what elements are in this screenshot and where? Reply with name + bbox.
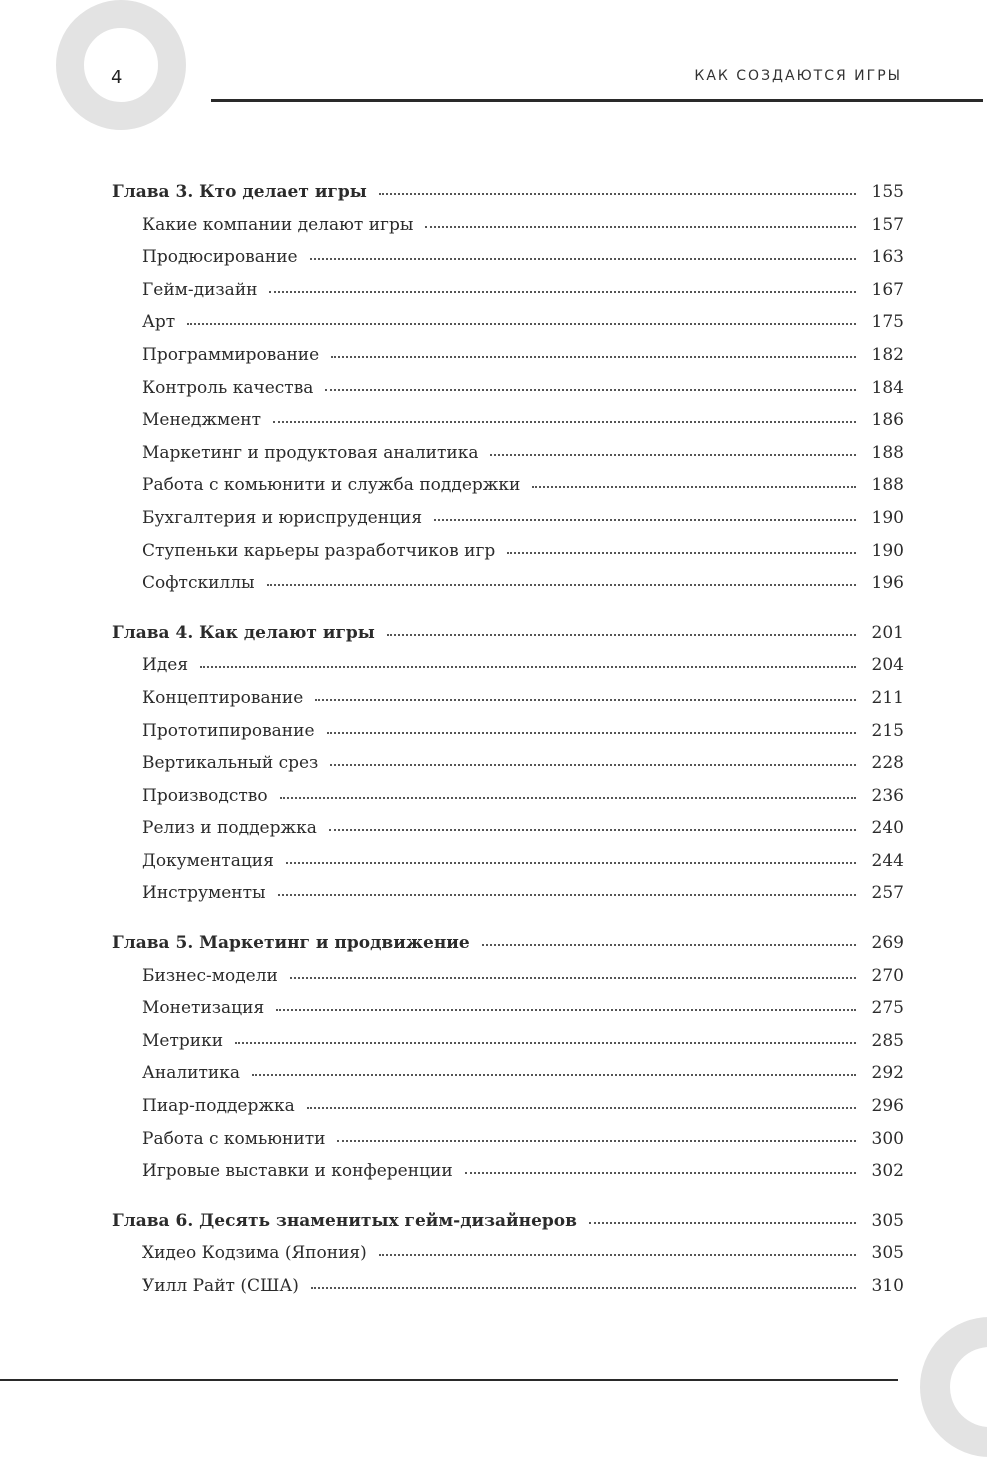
toc-section-entry[interactable]	[112, 1123, 904, 1156]
toc-section-entry[interactable]	[112, 372, 904, 405]
toc-entry-page: 240	[871, 818, 904, 839]
toc-section-entry[interactable]	[112, 437, 904, 470]
dot-leader	[337, 1139, 856, 1142]
toc-entry-title: Прототипирование	[142, 720, 315, 741]
toc-entry-page: 296	[871, 1096, 904, 1117]
toc-section-entry[interactable]	[112, 877, 904, 910]
toc-entry-title: Маркетинг и продуктовая аналитика	[142, 442, 479, 463]
toc-entry-page: 257	[871, 883, 904, 904]
toc-section-entry[interactable]	[112, 715, 904, 748]
toc-entry-title: Идея	[142, 655, 189, 676]
dot-leader	[434, 518, 856, 521]
toc-entry-title: Уилл Райт (США)	[142, 1276, 299, 1296]
toc-section-entry[interactable]	[112, 1025, 904, 1058]
dot-leader	[187, 322, 856, 325]
toc-entry-page: 275	[871, 998, 904, 1019]
toc-chapter-heading[interactable]	[112, 1205, 904, 1238]
toc-entry-title: Софтскиллы	[142, 573, 255, 594]
toc-entry-title: Контроль качества	[142, 377, 314, 398]
toc-entry-page: 167	[871, 279, 904, 300]
toc-entry-page: 228	[871, 753, 904, 774]
toc-section-entry[interactable]	[112, 241, 904, 274]
toc-entry-page: 302	[871, 1161, 904, 1182]
toc-section-entry[interactable]	[112, 780, 904, 813]
toc-section-entry[interactable]	[112, 1090, 904, 1123]
toc-entry-page: 300	[871, 1128, 904, 1149]
toc-entry-page: 236	[871, 785, 904, 806]
dot-leader	[286, 861, 856, 864]
toc-entry-title: Арт	[142, 312, 176, 333]
dot-leader	[425, 225, 856, 228]
toc-section-entry[interactable]	[112, 682, 904, 715]
toc-section-entry[interactable]	[112, 535, 904, 568]
toc-chapter	[112, 927, 904, 1188]
toc-chapter	[112, 176, 904, 600]
toc-entry-title: Программирование	[142, 344, 320, 365]
dot-leader	[235, 1041, 856, 1044]
dot-leader	[387, 633, 856, 636]
toc-entry-page: 204	[871, 655, 904, 676]
toc-entry-title: Глава 3. Кто делает игры	[112, 182, 367, 202]
header-rule	[211, 99, 983, 102]
toc-entry-title: Хидео Кодзима (Япония)	[142, 1243, 367, 1264]
dot-leader	[252, 1073, 856, 1076]
toc-entry-title: Вертикальный срез	[142, 753, 319, 774]
toc-section-entry[interactable]	[112, 404, 904, 437]
dot-leader	[200, 665, 856, 668]
toc-section-entry[interactable]	[112, 845, 904, 878]
dot-leader	[589, 1221, 856, 1224]
toc-entry-title: Бизнес-модели	[142, 965, 278, 986]
toc-entry-title: Монетизация	[142, 998, 265, 1019]
toc-entry-title: Работа с комьюнити	[142, 1128, 326, 1149]
toc-entry-page: 201	[871, 622, 904, 643]
toc-chapter	[112, 617, 904, 910]
dot-leader	[379, 1253, 856, 1256]
dot-leader	[330, 763, 856, 766]
toc-entry-page: 157	[871, 214, 904, 235]
toc-entry-page: 211	[871, 687, 904, 708]
toc-entry-title: Гейм-дизайн	[142, 279, 258, 300]
toc-section-entry[interactable]	[112, 1057, 904, 1090]
dot-leader	[482, 943, 856, 946]
dot-leader	[290, 976, 856, 979]
toc-entry-page: 305	[871, 1243, 904, 1264]
toc-section-entry[interactable]	[112, 992, 904, 1025]
table-of-contents	[112, 176, 904, 1320]
toc-entry-title: Аналитика	[142, 1063, 240, 1084]
toc-entry-title: Глава 6. Десять знаменитых гейм-дизайнеров	[112, 1210, 577, 1231]
toc-section-entry[interactable]	[112, 747, 904, 780]
toc-entry-title: Инструменты	[142, 883, 266, 904]
toc-entry-page: 310	[871, 1276, 904, 1296]
dot-leader	[269, 290, 856, 293]
toc-entry-page: 269	[871, 933, 904, 954]
toc-entry-page: 305	[871, 1210, 904, 1231]
toc-section-entry[interactable]	[112, 306, 904, 339]
dot-leader	[267, 583, 856, 586]
dot-leader	[532, 485, 856, 488]
dot-leader	[465, 1171, 856, 1174]
toc-section-entry[interactable]	[112, 339, 904, 372]
toc-section-entry[interactable]	[112, 469, 904, 502]
page-number: 4	[111, 67, 123, 88]
toc-chapter-heading[interactable]	[112, 176, 904, 209]
dot-leader	[331, 355, 856, 358]
dot-leader	[327, 731, 856, 734]
toc-entry-page: 182	[871, 344, 904, 365]
toc-entry-title: Релиз и поддержка	[142, 818, 317, 839]
toc-entry-title: Работа с комьюнити и служба поддержки	[142, 475, 521, 496]
dot-leader	[276, 1008, 856, 1011]
toc-chapter-heading[interactable]	[112, 927, 904, 960]
toc-section-entry[interactable]	[112, 209, 904, 242]
toc-entry-page: 215	[871, 720, 904, 741]
toc-entry-page: 190	[871, 507, 904, 528]
toc-entry-title: Метрики	[142, 1030, 224, 1051]
toc-entry-title: Игровые выставки и конференции	[142, 1161, 453, 1182]
toc-section-entry[interactable]	[112, 649, 904, 682]
toc-section-entry[interactable]	[112, 1270, 904, 1303]
toc-entry-page: 188	[871, 475, 904, 496]
toc-section-entry[interactable]	[112, 1155, 904, 1188]
toc-section-entry[interactable]	[112, 812, 904, 845]
toc-entry-page: 244	[871, 850, 904, 871]
toc-entry-title: Менеджмент	[142, 410, 261, 431]
toc-entry-title: Глава 5. Маркетинг и продвижение	[112, 933, 470, 954]
toc-entry-page: 270	[871, 965, 904, 986]
toc-entry-page: 163	[871, 247, 904, 268]
dot-leader	[325, 388, 856, 391]
dot-leader	[507, 551, 856, 554]
toc-entry-title: Ступеньки карьеры разработчиков игр	[142, 540, 496, 561]
toc-entry-page: 155	[871, 182, 904, 202]
toc-chapter	[112, 1205, 904, 1303]
toc-entry-title: Бухгалтерия и юриспруденция	[142, 507, 423, 528]
toc-section-entry[interactable]	[112, 1237, 904, 1270]
running-title: КАК СОЗДАЮТСЯ ИГРЫ	[694, 68, 902, 84]
toc-entry-page: 175	[871, 312, 904, 333]
toc-section-entry[interactable]	[112, 567, 904, 600]
toc-entry-title: Какие компании делают игры	[142, 214, 414, 235]
toc-entry-title: Документация	[142, 850, 274, 871]
toc-entry-page: 196	[871, 573, 904, 594]
dot-leader	[278, 893, 856, 896]
footer-rule	[0, 1379, 898, 1381]
dot-leader	[329, 828, 856, 831]
dot-leader	[490, 453, 856, 456]
toc-entry-page: 184	[871, 377, 904, 398]
toc-entry-title: Пиар-поддержка	[142, 1096, 295, 1117]
toc-entry-title: Продюсирование	[142, 247, 298, 268]
toc-section-entry[interactable]	[112, 274, 904, 307]
dot-leader	[311, 1286, 856, 1289]
dot-leader	[307, 1106, 856, 1109]
toc-entry-title: Производство	[142, 785, 268, 806]
toc-entry-page: 292	[871, 1063, 904, 1084]
toc-section-entry[interactable]	[112, 502, 904, 535]
toc-entry-page: 190	[871, 540, 904, 561]
toc-entry-title: Концептирование	[142, 687, 304, 708]
toc-entry-page: 285	[871, 1030, 904, 1051]
toc-section-entry[interactable]	[112, 960, 904, 993]
toc-entry-page: 186	[871, 410, 904, 431]
dot-leader	[280, 796, 856, 799]
toc-entry-title: Глава 4. Как делают игры	[112, 622, 375, 643]
dot-leader	[315, 698, 856, 701]
toc-chapter-heading[interactable]	[112, 617, 904, 650]
dot-leader	[273, 420, 856, 423]
dot-leader	[379, 192, 856, 195]
decorative-ring-bottom	[920, 1317, 987, 1457]
toc-entry-page: 188	[871, 442, 904, 463]
decorative-ring-top	[56, 0, 186, 130]
dot-leader	[310, 257, 856, 260]
